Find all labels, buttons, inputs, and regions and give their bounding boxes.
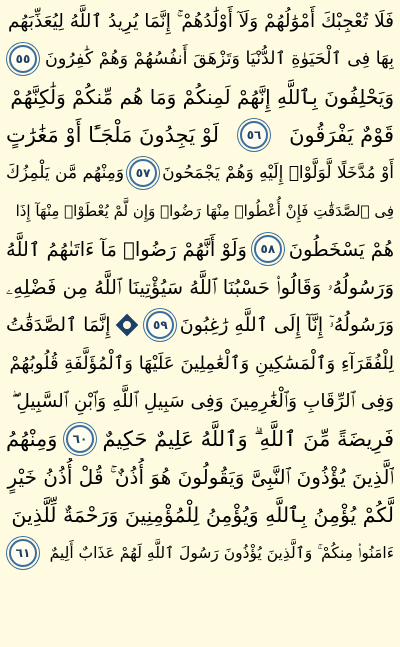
text-line-6 xyxy=(6,192,394,230)
line-text: أَوْ مُدَّخَلًا لَّوَلَّوْا۟ إِلَيْهِ وَهُمْ يَجْمَحُونَ xyxy=(162,163,394,183)
line-text: وَمِنْهُم مَّن يَلْمِزُكَ xyxy=(6,163,125,183)
line-text: فَلَا تُعْجِبْكَ أَمْوَٰلُهُمْ وَلَآ أَوْلَٰدُهُمْ ۚ إِنَّمَا يُرِيدُ ٱللَّهُ لِيُعَذِّبَهُم xyxy=(8,10,394,32)
line-text: ٱلَّذِينَ يُؤْذُونَ ٱلنَّبِىَّ وَيَقُولُونَ هُوَ أُذُنٌ ۚ قُلْ أُذُنُ خَيْرٍ xyxy=(7,465,394,489)
text-line-10 xyxy=(6,344,394,382)
ayah-number-marker: ٥٥ xyxy=(9,45,37,73)
line-text: وَفِى ٱلرِّقَابِ وَٱلْغَٰرِمِينَ وَفِى سَبِيلِ ٱللَّهِ وَٱبْنِ ٱلسَّبِيلِ ۖ xyxy=(11,390,394,412)
line-text: وَرَسُولُهُۥٓ إِنَّآ إِلَى ٱللَّهِ رَٰغِبُونَ xyxy=(179,314,394,336)
line-text: وَلَوْ أَنَّهُمْ رَضُوا۟ مَآ ءَاتَىٰهُمُ ٱللَّهُ xyxy=(6,237,247,261)
line-text: إِنَّمَا ٱلصَّدَقَٰتُ xyxy=(6,314,111,336)
line-text: لَّكُمْ يُؤْمِنُ بِٱللَّهِ وَيُؤْمِنُ لِلْمُؤْمِنِينَ وَرَحْمَةٌ لِّلَّذِينَ xyxy=(11,503,394,527)
text-line-12 xyxy=(6,420,394,458)
line-text: فَرِيضَةً مِّنَ ٱللَّهِ ۗ وَٱللَّهُ عَلِيمٌ حَكِيمٌ xyxy=(102,426,394,451)
ayah-number-marker: ٦٠ xyxy=(66,425,94,453)
text-line-13 xyxy=(6,458,394,496)
ayah-number-marker: ٥٦ xyxy=(240,121,268,149)
line-text: ءَامَنُوا۟ مِنكُمْ ۚ وَٱلَّذِينَ يُؤْذُونَ رَسُولَ ٱللَّهِ لَهُمْ عَذَابٌ أَلِيمٌ xyxy=(49,543,394,562)
text-line-7 xyxy=(6,230,394,268)
text-line-1 xyxy=(6,2,394,40)
ayah-number-marker: ٦١ xyxy=(9,539,37,567)
text-line-2 xyxy=(6,40,394,78)
ayah-number-marker: ٥٨ xyxy=(254,235,282,263)
text-line-5 xyxy=(6,154,394,192)
text-line-4 xyxy=(6,116,394,154)
line-text: قَوْمٌ يَفْرَقُونَ xyxy=(289,123,394,147)
line-text: لِلْفُقَرَآءِ وَٱلْمَسَٰكِينِ وَٱلْعَٰمِلِينَ عَلَيْهَا وَٱلْمُؤَلَّفَةِ قُلُوبُهُمْ xyxy=(9,352,394,374)
text-line-8 xyxy=(6,268,394,306)
ayah-number-marker: ٥٩ xyxy=(146,311,174,339)
text-line-14 xyxy=(6,496,394,534)
line-text: لَوْ يَجِدُونَ مَلْجَـًٔا أَوْ مَغَٰرَٰتٍ xyxy=(6,123,219,147)
text-line-15 xyxy=(6,534,394,572)
hizb-marker-icon xyxy=(116,314,139,337)
text-line-3 xyxy=(6,78,394,116)
line-text: وَرَسُولُهُۥ وَقَالُوا۟ حَسْبُنَا ٱللَّهُ سَيُؤْتِينَا ٱللَّهُ مِن فَضْلِهِۦ xyxy=(6,275,394,299)
line-text: وَيَحْلِفُونَ بِٱللَّهِ إِنَّهُمْ لَمِنكُمْ وَمَا هُم مِّنكُمْ وَلَٰكِنَّهُمْ xyxy=(10,85,394,109)
ayah-number-marker: ٥٧ xyxy=(129,159,157,187)
line-text: بِهَا فِى ٱلْحَيَوٰةِ ٱلدُّنْيَا وَتَزْهَقَ أَنفُسُهُمْ وَهُمْ كَٰفِرُونَ xyxy=(45,49,394,69)
text-line-9 xyxy=(6,306,394,344)
text-line-11 xyxy=(6,382,394,420)
line-text: وَمِنْهُمُ xyxy=(6,427,58,451)
line-text: هُمْ يَسْخَطُونَ xyxy=(288,237,394,261)
line-text: فِى ٱلصَّدَقَٰتِ فَإِنْ أُعْطُوا۟ مِنْهَا رَضُوا۟ وَإِن لَّمْ يُعْطَوْا۟ مِنْهَآ إِذَا xyxy=(15,202,394,220)
